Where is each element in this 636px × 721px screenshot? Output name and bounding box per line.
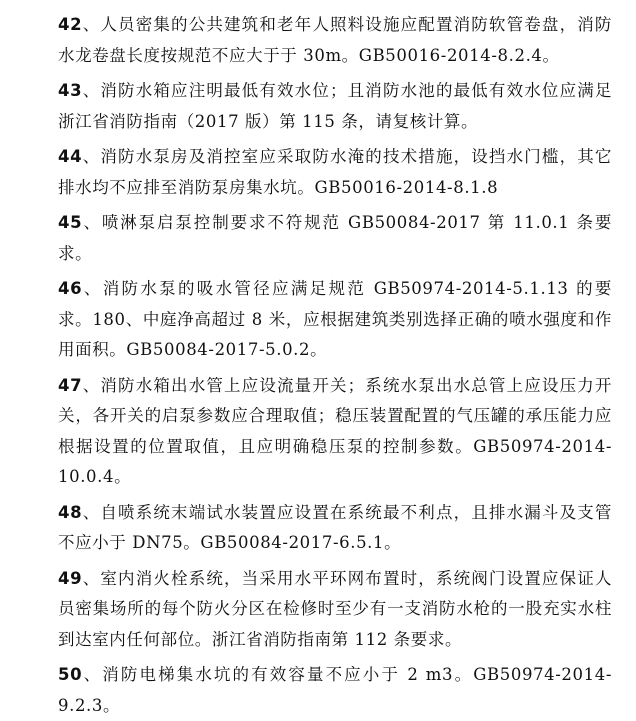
item-text: 、自喷系统末端试水装置应设置在系统最不利点，且排水漏斗及支管不应小于 DN75。GB50084-2017-6.5.1。: [58, 502, 612, 552]
item-text: 、人员密集的公共建筑和老年人照料设施应配置消防软管卷盘，消防水龙卷盘长度按规范不应大于于 30m。GB50016-2014-8.2.4。: [58, 15, 612, 65]
list-item: [58, 274, 612, 366]
item-number: 43: [58, 81, 83, 100]
item-text: 、消防电梯集水坑的有效容量不应小于 2 m3。GB50974-2014-9.2.3。: [58, 665, 612, 715]
list-item: [58, 10, 612, 71]
item-number: 46: [58, 279, 83, 298]
item-number: 50: [58, 665, 83, 684]
item-number: 47: [58, 375, 83, 395]
item-text: 、室内消火栓系统，当采用水平环网布置时，系统阀门设置应保证人员密集场所的每个防火分区在检修时至少有一支消防水枪的一股充实水柱到达室内任何部位。浙江省消防指南第 112 条要求。: [58, 568, 612, 649]
item-text: 、消防水箱应注明最低有效水位；且消防水池的最低有效水位应满足浙江省消防指南（2017 版）第 115 条，请复核计算。: [58, 81, 612, 131]
list-item: [58, 660, 612, 721]
item-number: 49: [58, 568, 83, 588]
item-text: 、消防水箱出水管上应设流量开关；系统水泵出水总管上应设压力开关，各开关的启泵参数应合理取值；稳压装置配置的气压罐的承压能力应根据设置的位置取值，且应明确稳压泵的控制参数。GB50974-2014-10.0.4。: [58, 375, 612, 486]
item-text: 、喷淋泵启泵控制要求不符规范 GB50084-2017 第 11.0.1 条要求。: [58, 213, 612, 263]
item-number: 45: [58, 213, 83, 232]
item-text: 、消防水泵的吸水管径应满足规范 GB50974-2014-5.1.13 的要求。180、中庭净高超过 8 米，应根据建筑类别选择正确的喷水强度和作用面积。GB50084-2017-5.0.2。: [58, 279, 612, 359]
list-item: [58, 208, 612, 269]
list-item: [58, 142, 612, 203]
list-item: [58, 564, 612, 656]
item-number: 42: [58, 15, 83, 34]
list-item: [58, 498, 612, 559]
item-number: 48: [58, 502, 83, 522]
item-number: 44: [58, 147, 83, 166]
list-item: [58, 371, 612, 493]
item-text: 、消防水泵房及消控室应采取防水淹的技术措施，设挡水门槛，其它排水均不应排至消防泵房集水坑。GB50016-2014-8.1.8: [58, 147, 612, 197]
list-item: [58, 76, 612, 137]
